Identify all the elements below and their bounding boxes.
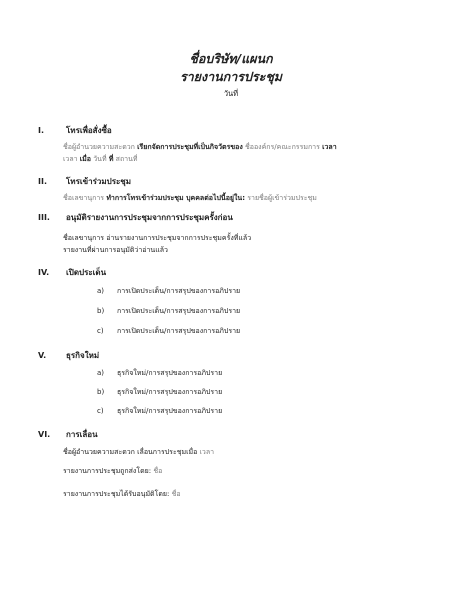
paragraph-text: ชื่อผู้อำนวยความสะดวก เลื่อนการประชุมเมื่อ — [63, 448, 198, 456]
section-paragraph-call-to-order — [63, 141, 393, 165]
item-label: b) — [97, 307, 105, 315]
facilitator-placeholder: ชื่อผู้อำนวยความสะดวก — [63, 143, 135, 151]
item-text: ธุรกิจใหม่/การสรุปของการอภิปราย — [117, 407, 223, 415]
paragraph-text: รายงานการประชุมถูกส่งโดย: — [63, 467, 152, 475]
list-item — [97, 326, 240, 337]
section-title: เปิดประเด็น — [66, 268, 107, 277]
list-item — [97, 368, 222, 379]
organization-placeholder: ชื่อองค์กร/คณะกรรมการ — [245, 143, 320, 151]
paragraph-text: ที่ — [108, 155, 114, 163]
section-heading-open-issues — [38, 266, 106, 279]
list-item — [97, 286, 240, 297]
section-paragraph-roll-call — [63, 192, 393, 204]
item-label: c) — [97, 407, 104, 415]
section-number: VI. — [38, 430, 51, 439]
list-item — [97, 306, 240, 317]
minutes-submitted-line — [63, 465, 393, 477]
section-heading-adjournment — [38, 428, 98, 441]
section-title: อนุมัติรายงานการประชุมจากการประชุมครั้งก่อน — [66, 213, 233, 222]
item-text: ธุรกิจใหม่/การสรุปของการอภิปราย — [117, 388, 223, 396]
paragraph-text: เมื่อ — [79, 155, 91, 163]
company-title: ชื่อบริษัท/แผนก — [189, 51, 273, 66]
paragraph-line: รายงานที่ผ่านการอนุมัติว่าอ่านแล้ว — [63, 246, 168, 254]
date-line: วันที่ — [223, 89, 239, 98]
paragraph-text: เวลา — [322, 143, 337, 151]
item-text: การเปิดประเด็น/การสรุปของการอภิปราย — [117, 327, 241, 335]
time-placeholder: เวลา — [63, 155, 78, 163]
item-text: ธุรกิจใหม่/การสรุปของการอภิปราย — [117, 369, 223, 377]
section-title: ธุรกิจใหม่ — [66, 351, 100, 360]
item-label: c) — [97, 327, 104, 335]
section-number: I. — [38, 126, 45, 135]
location-placeholder: สถานที่ — [115, 155, 138, 163]
paragraph-line: ชื่อเลขานุการ อ่านรายงานการประชุมจากการประชุมครั้งที่แล้ว — [63, 234, 252, 242]
list-item — [97, 387, 222, 398]
item-label: b) — [97, 388, 105, 396]
paragraph-text: เรียกจัดการประชุมที่เป็นกิจวัตรของ — [137, 143, 243, 151]
paragraph-text: ทำการโทรเข้าร่วมประชุม บุคคลต่อไปนี้อยู่ใน: — [106, 194, 246, 202]
item-text: การเปิดประเด็น/การสรุปของการอภิปราย — [117, 307, 241, 315]
section-title: โทรเข้าร่วมประชุม — [66, 177, 131, 186]
item-text: การเปิดประเด็น/การสรุปของการอภิปราย — [117, 287, 241, 295]
section-title: การเลื่อน — [66, 430, 98, 439]
attendees-placeholder: รายชื่อผู้เข้าร่วมประชุม — [247, 194, 317, 202]
adjournment-line — [63, 446, 393, 458]
time-placeholder: เวลา — [199, 448, 215, 456]
section-number: V. — [38, 351, 47, 360]
item-label: a) — [97, 287, 105, 295]
section-number: III. — [38, 213, 50, 222]
section-heading-approval — [38, 211, 233, 224]
section-paragraph-approval — [63, 232, 393, 256]
section-heading-roll-call — [38, 175, 131, 188]
minutes-approved-line — [63, 488, 393, 500]
report-title: รายงานการประชุม — [179, 69, 283, 84]
name-placeholder: ชื่อ — [171, 490, 181, 498]
section-number: IV. — [38, 268, 50, 277]
name-placeholder: ชื่อ — [153, 467, 163, 475]
section-title: โทรเพื่อสั่งซื้อ — [66, 126, 112, 135]
section-number: II. — [38, 177, 47, 186]
list-item — [97, 406, 222, 417]
date-placeholder: วันที่ — [93, 155, 107, 163]
secretary-placeholder: ชื่อเลขานุการ — [63, 194, 105, 202]
item-label: a) — [97, 369, 105, 377]
section-heading-new-business — [38, 349, 99, 362]
paragraph-text: รายงานการประชุมได้รับอนุมัติโดย: — [63, 490, 170, 498]
section-heading-call-to-order — [38, 124, 112, 137]
